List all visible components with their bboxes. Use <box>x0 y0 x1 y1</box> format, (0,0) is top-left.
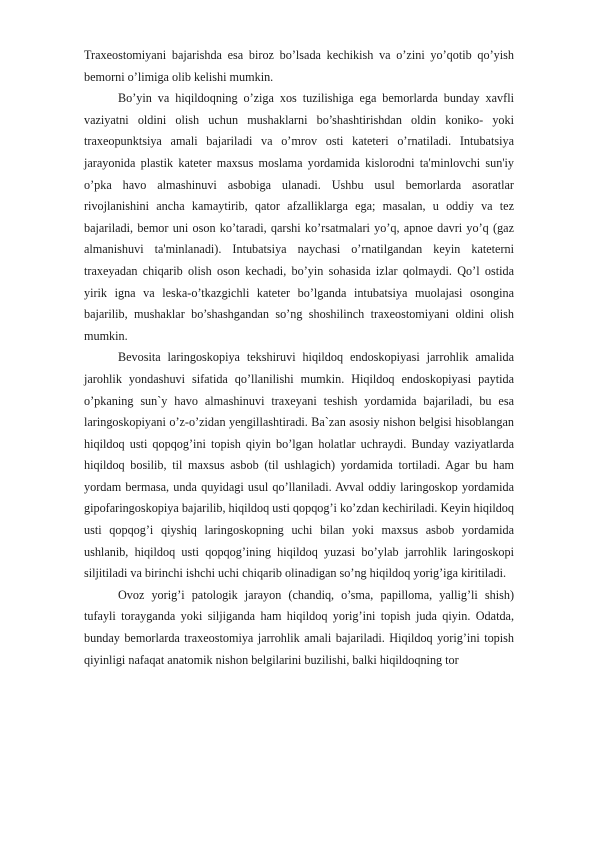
paragraph-1: Traxeostomiyani bajarishda esa biroz bo’lsada kechikish va o’zini yo’qotib qo’yish bemorni o’limiga olib kelishi mumkin. <box>84 48 514 84</box>
paragraph-2: Bo’yin va hiqildoqning o’ziga xos tuzilishiga ega bemorlarda bunday xavfli vaziyatni oldini olish uchun mushaklarni bo’shashtirishdan oldin koniko- yoki traxeopunktsiya amali bajariladi va o’mrov osti kateteri o’rnatiladi. Intubatsiya jarayonida plastik kateter maxsus moslama yordamida kislorodni ta'minlovchi sun'iy o’pka havo almashinuvi asbobiga ulanadi. Ushbu usul bemorlarda asoratlar rivojlanishini ancha kamaytirib, qator afzalliklarga ega; masalan, u oddiy va tez bajariladi, bemor uni oson ko’taradi, qarshi ko’rsatmalari yo’q, apnoe davri yo’q (gaz almanishuvi ta'minlanadi). Intubatsiya naychasi o’rnatilgandan keyin kateterni traxeyadan chiqarib olish oson kechadi, bo’yin sohasida izlar qolmaydi. Qo’l ostida yirik igna va leska-o’tkazgichli kateter bo’lganda intubatsiya muolajasi osongina bajarilib, mushaklar bo’shashgandan so’ng shoshilinch traxeostomiyani oldini olish mumkin. <box>84 91 514 343</box>
paragraph-4: Ovoz yorig’i patologik jarayon (chandiq, o’sma, papilloma, yallig’li shish) tufayli torayganda yoki siljiganda ham hiqildoq yorig’ini topish juda qiyin. Odatda, bunday bemorlarda traxeostomiya jarrohlik amali bajariladi. Hiqildoq yorig’ini topish qiyinligi nafaqat anatomik nishon belgilarini buzilishi, balki hiqildoqning tor <box>84 587 514 667</box>
body-text <box>84 45 514 671</box>
paragraph-3: Bevosita laringoskopiya tekshiruvi hiqildoq endoskopiyasi jarrohlik amalida jarohlik yondashuvi sifatida qo’llanilishi mumkin. Hiqildoq endoskopiyasi paytida o’pkaning sun`y havo almashinuvi traxeyani teshish yordamida bajariladi, bu esa laringoskopiyani o’z-o’zidan yengillashtiradi. Ba`zan asosiy nishon belgisi hisoblangan hiqildoq usti qopqog’ini topish qiyin bo’lgan holatlar uchraydi. Bunday vaziyatlarda hiqildoq bosilib, til maxsus asbob (til ushlagich) yordamida tortiladi. Agar bu ham yordam bermasa, unda quyidagi usul qo’llaniladi. Avval oddiy laringoskop yordamida gipofaringoskopiya bajarilib, hiqildoq usti qopqog’i ko’zdan kechiriladi. Keyin hiqildoq usti qopqog’i qiyshiq laringoskopning uchi bilan yoki maxsus asbob yordamida ushlanib, hiqildoq usti qopqog’ining hiqildoq yuzasi bo’ylab jarrohlik laringoskopi siljitiladi va birinchi ishchi uchi chiqarib olinadigan so’ng hiqildoq yorig’iga kiritiladi. <box>84 350 514 581</box>
